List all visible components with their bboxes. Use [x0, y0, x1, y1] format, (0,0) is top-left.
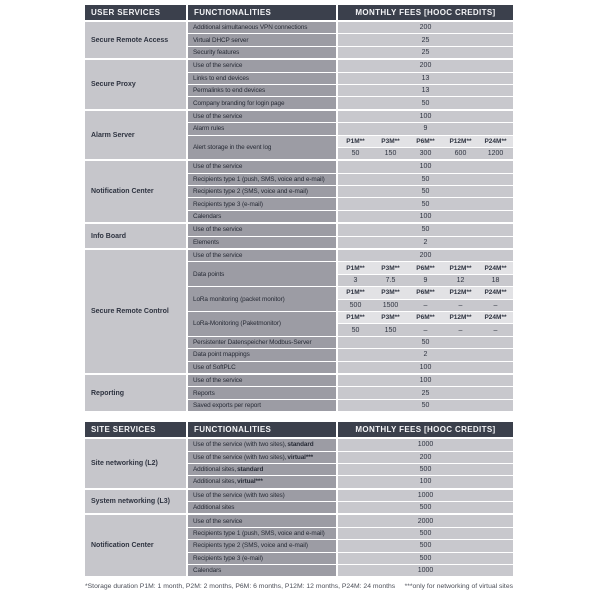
period-header: P24M** [484, 264, 507, 272]
functionality-label [188, 400, 336, 411]
service-name: Notification Center [85, 161, 186, 222]
functionality-label [188, 502, 336, 513]
period-value-row [338, 275, 513, 286]
functionality-text: Recipients type 1 (push, SMS, voice and e-mail) [193, 175, 325, 183]
fee-value: 500 [338, 502, 513, 513]
fee-value: 100 [338, 375, 513, 386]
functionality-label [188, 452, 336, 463]
functionality-text: Use of the service (with two sites) [193, 491, 285, 499]
functionality-text: Virtual DHCP server [193, 36, 249, 44]
functionality-label [188, 161, 336, 172]
monthly-fees-header: MONTHLY FEES [HOOC CREDITS] [338, 422, 513, 437]
period-value: 12 [456, 277, 465, 284]
fee-value: 200 [338, 60, 513, 71]
tables [85, 5, 513, 578]
service-group [85, 22, 513, 58]
fee-value: 50 [338, 97, 513, 108]
period-value: 1200 [487, 150, 504, 158]
fee-value: 100 [338, 211, 513, 222]
service-name: Secure Remote Access [85, 22, 186, 58]
functionality-text: Additional sites, [193, 466, 237, 474]
functionality-label [188, 565, 336, 576]
service-group [85, 60, 513, 109]
period-value: 50 [351, 150, 360, 158]
service-name: Secure Remote Control [85, 250, 186, 373]
functionality-label [188, 528, 336, 539]
service-group [85, 111, 513, 160]
functionality-label [188, 476, 336, 487]
functionality-label [188, 211, 336, 222]
functionality-text: Links to end devices [193, 74, 249, 82]
functionality-text: Use of the service (with two sites), [193, 441, 287, 449]
functionality-text: Use of the service (with two sites), [193, 453, 287, 461]
period-value: – [423, 301, 428, 309]
fee-value: 9 [338, 123, 513, 134]
functionality-label [188, 73, 336, 84]
period-header: P12M** [449, 264, 472, 272]
period-value: 50 [351, 326, 360, 334]
functionality-text-bold: standard [287, 441, 314, 449]
service-name: Info Board [85, 224, 186, 248]
functionality-text-bold: virtual*** [237, 478, 263, 486]
functionality-text: Recipients type 2 (SMS, voice and e-mail) [193, 188, 308, 196]
functionality-text: Use of the service [193, 62, 243, 70]
fee-value: 2000 [338, 515, 513, 526]
functionality-text: Persistenter Datenspeicher Modbus-Server [193, 338, 312, 346]
functionality-text: Elements [193, 238, 219, 246]
fee-value: 50 [338, 400, 513, 411]
functionality-text: Recipients type 3 (e-mail) [193, 200, 263, 208]
period-header-row [338, 287, 513, 298]
functionality-text: Company branding for login page [193, 99, 285, 107]
functionality-label [188, 97, 336, 108]
period-header-row [338, 312, 513, 323]
period-header: P3M** [381, 314, 400, 322]
functionality-label [188, 262, 336, 286]
functionality-text: Use of SoftPLC [193, 363, 236, 371]
service-group [85, 515, 513, 576]
functionality-label [188, 515, 336, 526]
fee-value: 100 [338, 362, 513, 373]
fee-value: 500 [338, 464, 513, 475]
period-value: – [458, 301, 463, 309]
fee-value: 500 [338, 553, 513, 564]
period-value: – [493, 326, 498, 334]
period-header: P24M** [484, 289, 507, 297]
fee-value: 13 [338, 73, 513, 84]
fee-value: 200 [338, 250, 513, 261]
functionality-text: Recipients type 3 (e-mail) [193, 554, 263, 562]
period-value: 9 [423, 277, 428, 284]
service-group [85, 490, 513, 514]
period-value: 300 [419, 150, 432, 158]
functionality-text: Security features [193, 48, 240, 56]
service-group [85, 161, 513, 222]
functionality-text: Use of the service [193, 377, 243, 385]
period-value: 600 [454, 150, 467, 158]
period-header: P6M** [416, 264, 435, 272]
functionality-text: Use of the service [193, 112, 243, 120]
period-header: P24M** [484, 314, 507, 322]
functionalities-header: FUNCTIONALITIES [188, 422, 336, 437]
fee-value: 200 [338, 452, 513, 463]
service-name: Site networking (L2) [85, 439, 186, 488]
fee-value: 100 [338, 161, 513, 172]
virtual-sites-footnote: ***only for networking of virtual sites [404, 583, 513, 590]
period-value: – [458, 326, 463, 334]
functionality-text: Additional sites, [193, 478, 237, 486]
fee-value: 25 [338, 34, 513, 45]
period-value-row [338, 300, 513, 311]
service-group [85, 224, 513, 248]
functionality-text: Permalinks to end devices [193, 87, 266, 95]
functionality-text: LoRa-Monitoring (Paketmonitor) [193, 320, 281, 328]
fee-value: 50 [338, 186, 513, 197]
fee-value: 50 [338, 337, 513, 348]
period-header-row [338, 262, 513, 273]
period-header: P6M** [416, 289, 435, 297]
functionality-label [188, 250, 336, 261]
functionalities-header: FUNCTIONALITIES [188, 5, 336, 20]
fee-value: 2 [338, 349, 513, 360]
period-header: P1M** [346, 314, 365, 322]
period-header: P12M** [449, 137, 472, 145]
functionality-label [188, 287, 336, 311]
period-header: P12M** [449, 289, 472, 297]
service-name: Notification Center [85, 515, 186, 576]
functionality-text: Additional sites [193, 504, 235, 512]
period-value: 18 [491, 277, 500, 284]
fee-value: 25 [338, 387, 513, 398]
functionality-text: Alarm rules [193, 125, 225, 133]
user-services-table [85, 5, 513, 411]
fee-value: 500 [338, 528, 513, 539]
service-group [85, 250, 513, 373]
functionality-label [188, 224, 336, 235]
monthly-fees-header: MONTHLY FEES [HOOC CREDITS] [338, 5, 513, 20]
fee-value: 1000 [338, 490, 513, 501]
functionality-label [188, 85, 336, 96]
functionality-text: Recipients type 2 (SMS, voice and e-mail) [193, 542, 308, 550]
functionality-label [188, 111, 336, 122]
fee-value: 13 [338, 85, 513, 96]
functionality-label [188, 439, 336, 450]
functionality-label [188, 237, 336, 248]
fee-value: 25 [338, 47, 513, 58]
functionality-text-bold: standard [237, 466, 264, 474]
functionality-text: Reports [193, 389, 215, 397]
functionality-label [188, 464, 336, 475]
footnotes [85, 583, 513, 590]
functionality-label [188, 123, 336, 134]
period-value-row [338, 148, 513, 159]
period-header: P3M** [381, 137, 400, 145]
functionality-label [188, 136, 336, 160]
site-services-table [85, 422, 513, 576]
fee-value: 50 [338, 198, 513, 209]
service-name: System networking (L3) [85, 490, 186, 514]
storage-duration-footnote: *Storage duration P1M: 1 month, P2M: 2 months, P6M: 6 months, P12M: 12 months, P24M: 24 months [85, 583, 396, 590]
period-value: – [423, 326, 428, 334]
service-name: Reporting [85, 375, 186, 411]
functionality-label [188, 490, 336, 501]
fee-value: 100 [338, 111, 513, 122]
period-header: P3M** [381, 289, 400, 297]
period-value: 7.5 [385, 277, 396, 284]
fee-value: 1000 [338, 565, 513, 576]
user-services-header: USER SERVICES [85, 5, 186, 20]
fee-value: 2 [338, 237, 513, 248]
functionality-label [188, 47, 336, 58]
functionality-label [188, 60, 336, 71]
functionality-label [188, 34, 336, 45]
functionality-text: Calendars [193, 567, 222, 575]
period-header: P3M** [381, 264, 400, 272]
functionality-text: Alert storage in the event log [193, 143, 272, 151]
fee-value: 1000 [338, 439, 513, 450]
period-value-row [338, 324, 513, 335]
fee-value: 500 [338, 540, 513, 551]
period-value: 1500 [382, 301, 399, 309]
fee-value: 100 [338, 476, 513, 487]
functionality-text-bold: virtual*** [287, 453, 313, 461]
fee-value: 50 [338, 224, 513, 235]
site-services-header: SITE SERVICES [85, 422, 186, 437]
period-header: P6M** [416, 137, 435, 145]
functionality-text: Data points [193, 270, 225, 278]
functionality-text: LoRa monitoring (packet monitor) [193, 295, 285, 303]
period-header: P1M** [346, 264, 365, 272]
period-value: 500 [349, 301, 362, 309]
service-group [85, 439, 513, 488]
functionality-label [188, 387, 336, 398]
service-group [85, 375, 513, 411]
functionality-text: Use of the service [193, 252, 243, 260]
functionality-label [188, 22, 336, 33]
functionality-label [188, 186, 336, 197]
functionality-label [188, 375, 336, 386]
period-header-row [338, 136, 513, 147]
fee-value: 50 [338, 174, 513, 185]
functionality-text: Additional simultaneous VPN connections [193, 24, 308, 32]
functionality-label [188, 312, 336, 336]
functionality-text: Use of the service [193, 226, 243, 234]
service-name: Alarm Server [85, 111, 186, 160]
period-value: – [493, 301, 498, 309]
functionality-text: Saved exports per report [193, 401, 261, 409]
period-value: 3 [353, 277, 358, 284]
functionality-label [188, 337, 336, 348]
period-header: P1M** [346, 137, 365, 145]
fee-value: 200 [338, 22, 513, 33]
functionality-label [188, 362, 336, 373]
functionality-text: Recipients type 1 (push, SMS, voice and e-mail) [193, 530, 325, 538]
functionality-label [188, 174, 336, 185]
period-value: 150 [384, 150, 397, 158]
functionality-text: Calendars [193, 213, 222, 221]
functionality-text: Use of the service [193, 163, 243, 171]
functionality-label [188, 198, 336, 209]
period-header: P6M** [416, 314, 435, 322]
functionality-text: Data point mappings [193, 351, 250, 359]
functionality-text: Use of the service [193, 517, 243, 525]
site-services-header-row [85, 422, 513, 437]
functionality-label [188, 553, 336, 564]
period-header: P12M** [449, 314, 472, 322]
functionality-label [188, 540, 336, 551]
period-header: P24M** [484, 137, 507, 145]
period-value: 150 [384, 326, 397, 334]
functionality-label [188, 349, 336, 360]
period-header: P1M** [346, 289, 365, 297]
service-name: Secure Proxy [85, 60, 186, 109]
user-services-header-row [85, 5, 513, 20]
